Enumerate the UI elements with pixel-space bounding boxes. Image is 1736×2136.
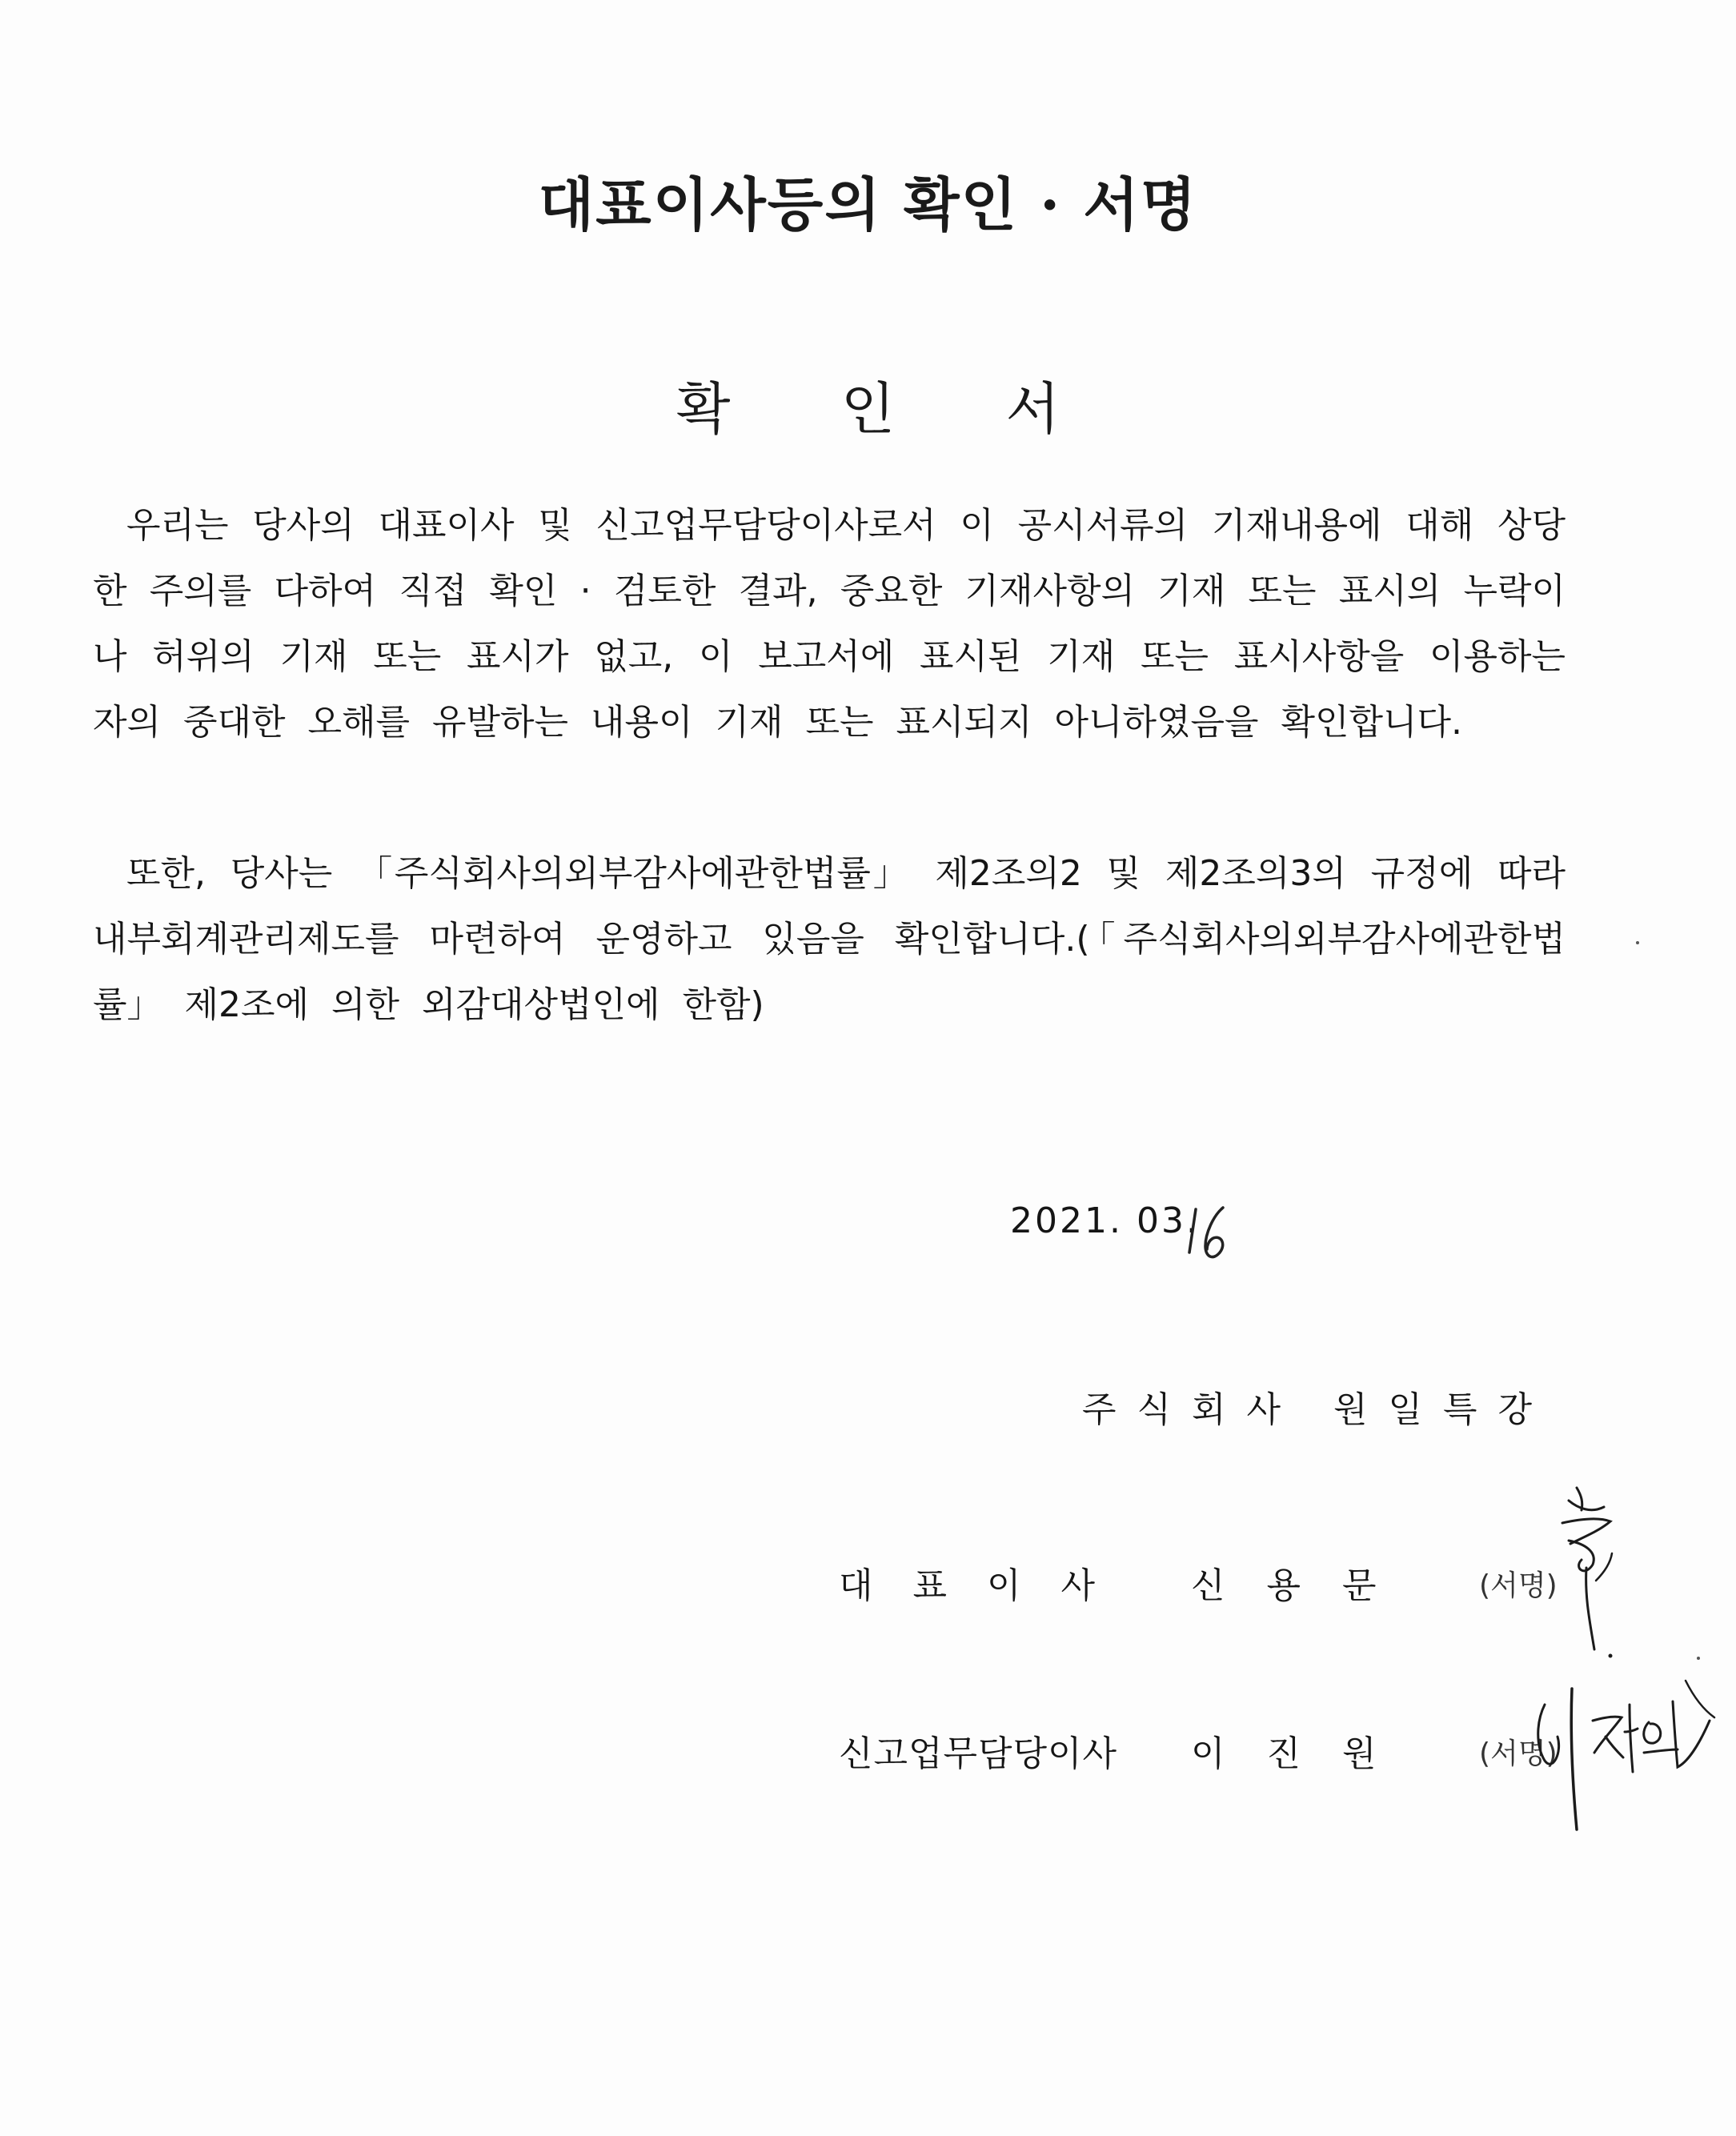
scan-speck	[1636, 941, 1639, 944]
signatory-role: 대표이사	[839, 1565, 1136, 1606]
handwritten-signature-ceo	[1521, 1485, 1641, 1669]
signatory-name: 신용문	[1191, 1565, 1418, 1606]
signatory-role: 신고업무담당이사	[839, 1733, 1118, 1774]
document-date: 2021. 03.	[1010, 1200, 1200, 1241]
signatory-name: 이진원	[1191, 1733, 1418, 1774]
scan-speck	[1697, 1657, 1700, 1660]
signature-mark-label: (서명)	[1479, 1737, 1558, 1770]
confirmation-paragraph-2: 또한, 당사는 「주식회사의외부감사에관한법률」 제2조의2 및 제2조의3의 규정에 따라 내부회계관리제도를 마련하여 운영하고 있음을 확인합니다.(「주식회사의외부감사에관한법률」 제2조에 의한 외감대상법인에 한함)	[93, 853, 1566, 1025]
signature-mark-label: (서명)	[1479, 1569, 1558, 1602]
handwritten-day	[1185, 1204, 1234, 1264]
document-subtitle: 확 인 서	[676, 376, 1107, 442]
document-title: 대표이사등의 확인 · 서명	[538, 170, 1198, 238]
confirmation-paragraph-1: 우리는 당사의 대표이사 및 신고업무담당이사로서 이 공시서류의 기재내용에 대해 상당한 주의를 다하여 직접 확인 · 검토한 결과, 중요한 기재사항의 기재 또는 표시의 누락이나 허위의 기재 또는 표시가 없고, 이 보고서에 표시된 기재 또는 표시사항을 이용하는 자의 중대한 오해를 유발하는 내용이 기재 또는 표시되지 아니하였음을 확인합니다.	[93, 505, 1566, 743]
company-name: 주식회사 원일특강	[1082, 1389, 1554, 1430]
handwritten-signature-reporting-director	[1513, 1673, 1721, 1841]
